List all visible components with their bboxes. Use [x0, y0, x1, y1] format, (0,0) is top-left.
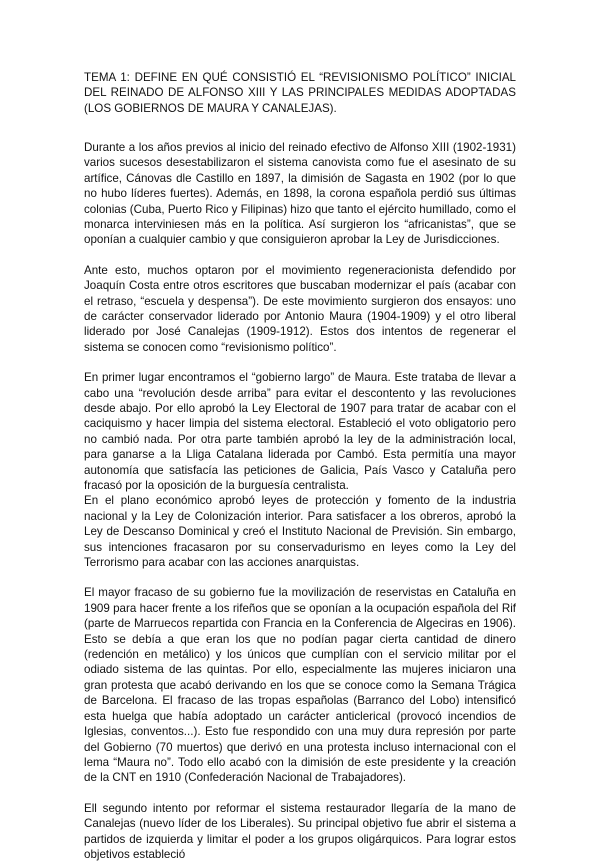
paragraph-semana-tragica: El mayor fracaso de su gobierno fue la movilización de reservistas en Cataluña en 1909 para hacer frente a los rifeños que se oponían a la ocupación española del Rif (parte de Marruecos repartida con Francia en la Conferencia de Algeciras en 1906). Esto se debía a que eran los que no podían pagar cierta cantidad de dinero (redención en metálico) y los únicos que cumplían con el servicio militar por el odiado sistema de las quintas. Por ello, especialmente las mujeres iniciaron una gran protesta que acabó derivando en los que se conoce como la Semana Trágica de Barcelona. El fracaso de las tropas españolas (Barranco del Lobo) intensificó esta huelga que había adoptado un carácter anticlerical (provocó incendios de Iglesias, conventos...). Esto fue respondido con una muy dura represión por parte del Gobierno (70 muertos) que derivó en una protesta incluso internacional con el lema “Maura no”. Todo ello acabó con la dimisión de este presidente y la creación de la CNT en 1910 (Confederación Nacional de Trabajadores).: [84, 586, 516, 785]
paragraph-canalejas: Ell segundo intento por reformar el sistema restaurador llegaría de la mano de Canalejas (nuevo líder de los Liberales). Su principal objetivo fue abrir el sistema a partidos de izquierda y limitar el poder a los grupos oligárquicos. Para lograr estos objetivos estableció: [84, 801, 516, 861]
paragraph-maura: En primer lugar encontramos el “gobierno largo” de Maura. Este trataba de llevar a cabo una “revolución desde arriba” para evitar el descontento y las revoluciones desde abajo. Por ello aprobó la Ley Electoral de 1907 para tratar de acabar con el caciquismo y hacer limpia del sistema electoral. Estableció el voto obligatorio pero no cambió nada. Por otra parte también aprobó la ley de la administración local, para ganarse a la Lliga Catalana liderada por Cambó. Esta permitía una mayor autonomía que satisfacía las peticiones de Galicia, País Vasco y Cataluña pero fracasó por la oposición de la burguesía centralista.: [84, 371, 516, 493]
paragraph-economia: En el plano económico aprobó leyes de protección y fomento de la industria nacional y la Ley de Colonización interior. Para satisfacer a los obreros, aprobó la Ley de Descanso Dominical y creó el Instituto Nacional de Previsión. Sin embargo, sus intenciones fracasaron por su conservadurismo en leyes como la Ley del Terrorismo para acabar con las acciones anarquistas.: [84, 494, 516, 570]
document-title: TEMA 1: DEFINE EN QUÉ CONSISTIÓ EL “REVISIONISMO POLÍTICO” INICIAL DEL REINADO DE ALFONSO XIII Y LAS PRINCIPALES MEDIDAS ADOPTADAS (LOS GOBIERNOS DE MAURA Y CANALEJAS).: [84, 71, 516, 115]
paragraph-intro: Durante a los años previos al inicio del reinado efectivo de Alfonso XIII (1902-1931) varios sucesos desestabilizaron el sistema canovista como fue el asesinato de su artífice, Cánovas dle Castillo en 1897, la dimisión de Sagasta en 1902 (por lo que no hubo líderes fuertes). Además, en 1898, la corona española perdió sus últimas colonias (Cuba, Puerto Rico y Filipinas) hizo que tanto el ejército humillado, como el monarca interviniesen más en la política. Así surgieron los “africanistas”, que se oponían a cualquier cambio y que consiguieron aprobar la Ley de Jurisdicciones.: [84, 140, 516, 247]
paragraph-regeneracionismo: Ante esto, muchos optaron por el movimiento regeneracionista defendido por Joaquín Costa entre otros escritores que buscaban modernizar el país (acabar con el retraso, “escuela y despensa”). De este movimiento surgieron dos ensayos: uno de carácter conservador liderado por Antonio Maura (1904-1909) y el otro liberal liderado por José Canalejas (1909-1912). Estos dos intentos de regenerar el sistema se conocen como “revisionismo político”.: [84, 263, 516, 354]
